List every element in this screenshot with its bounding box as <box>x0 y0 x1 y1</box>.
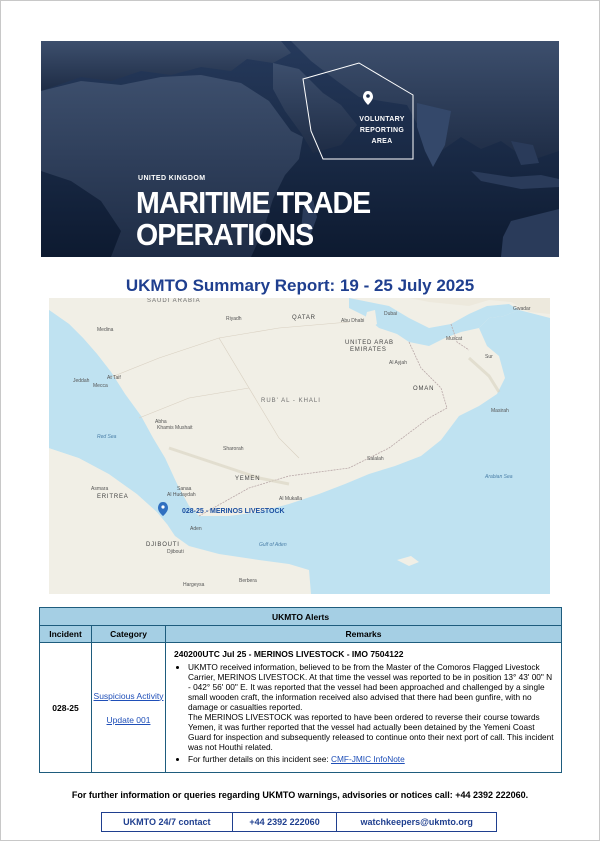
map-label-rub-al-khali: RUB' AL - KHALI <box>261 398 321 404</box>
map-label-gwadar: Gwadar <box>513 306 531 312</box>
map-label-asmara: Asmara <box>91 486 109 492</box>
map-label-oman: OMAN <box>413 386 435 392</box>
map-label-jeddah: Jeddah <box>73 378 90 384</box>
map-label-gulf-of-aden: Gulf of Aden <box>259 542 287 548</box>
map-label-at-taif: At Taif <box>107 375 121 381</box>
map-label-arabian-sea: Arabian Sea <box>485 474 513 480</box>
map-label-medina: Medina <box>97 327 114 333</box>
map-label-muscat: Muscat <box>446 336 463 342</box>
map-label-masirah: Masirah <box>491 408 509 414</box>
map-label-aden: Aden <box>190 526 202 532</box>
col-header-incident: Incident <box>40 626 92 643</box>
map-label-riyadh: Riyadh <box>226 316 242 322</box>
contact-bar <box>101 812 497 832</box>
contact-label: UKMTO 24/7 contact <box>102 813 233 831</box>
list-item <box>188 662 555 752</box>
map-label-al-hudaydah: Al Hudaydah <box>167 492 196 498</box>
map-label-al-mukalla: Al Mukalla <box>279 496 303 502</box>
map-label-yemen: YEMEN <box>235 476 261 482</box>
col-header-remarks: Remarks <box>166 626 562 643</box>
incident-number: 028-25 <box>40 643 92 773</box>
map-label-uae2: EMIRATES <box>350 347 387 353</box>
map-label-abu-dhabi: Abu Dhabi <box>341 318 365 324</box>
further-details-text: For further details on this incident see: <box>188 754 331 764</box>
map-label-qatar: QATAR <box>292 315 316 321</box>
contact-email[interactable]: watchkeepers@ukmto.org <box>360 817 473 827</box>
col-header-category: Category <box>92 626 166 643</box>
org-title: MARITIME TRADE OPERATIONS <box>136 185 371 252</box>
remarks-cell <box>166 643 562 773</box>
map-label-berbera: Berbera <box>239 578 257 584</box>
map-label-djibouti-city: Djibouti <box>167 549 184 555</box>
map-label-abha: Abha <box>155 419 167 425</box>
remarks-paragraph-1: UKMTO received information, believed to be from the Master of the Comoros Flagged Livestock Carrier, MERINOS LIVESTOCK. At that time the vessel was reported to be in position 13° 43' 00" N - 042° 56' 00" E. It was reported that the vessel had been approached and challenged by a single small wooden craft, the information received also advised that there had been gunfire, with no damage or casualties reported. <box>188 662 553 712</box>
remarks-paragraph-2: The MERINOS LIVESTOCK was reported to have been ordered to reverse their course towards Yemen, it was further reported that the vessel had actually been detained by the Yemeni Coast Guard for inspection and subsequently released to continue onto their next port of call. This incident was not Houthi related. <box>188 712 554 752</box>
list-item <box>188 754 555 764</box>
update-link[interactable]: Update 001 <box>106 714 151 725</box>
incident-map-label: 028-25 - MERINOS LIVESTOCK <box>182 508 285 515</box>
map-label-djibouti: DJIBOUTI <box>146 542 180 548</box>
suspicious-activity-link[interactable]: Suspicious Activity <box>93 690 164 701</box>
alerts-table <box>39 607 562 773</box>
map-label-sur: Sur <box>485 354 493 360</box>
map-label-dubai: Dubai <box>384 311 398 317</box>
map-label-sharurah: Sharorah <box>223 446 244 452</box>
map-label-saudi-arabia: SAUDI ARABIA <box>147 298 201 304</box>
map-label-mecca: Mecca <box>93 383 108 389</box>
map-label-sanaa: Sanaa <box>177 486 192 492</box>
table-row <box>40 643 562 773</box>
map-label-eritrea: ERITREA <box>97 494 129 500</box>
map-label-al-ayjah: Al Ayjah <box>389 360 407 366</box>
infonote-link[interactable]: CMF-JMIC InfoNote <box>330 754 405 764</box>
alerts-caption: UKMTO Alerts <box>40 608 562 626</box>
map-label-uae: UNITED ARAB <box>345 340 394 346</box>
category-cell <box>92 643 166 773</box>
remarks-heading: 240200UTC Jul 25 - MERINOS LIVESTOCK - IMO 7504122 <box>174 649 404 659</box>
remarks-list <box>174 662 555 764</box>
map-label-salalah: Salalah <box>367 456 384 462</box>
map-label-khamis: Khamis Mushait <box>157 425 193 431</box>
map-label-hargeysa: Hargeysa <box>183 582 205 588</box>
map-terrain <box>49 298 550 594</box>
header-banner <box>41 41 559 257</box>
contact-phone[interactable]: +44 2392 222060 <box>233 813 338 831</box>
org-country: UNITED KINGDOM <box>138 175 206 182</box>
voluntary-reporting-area-label: VOLUNTARY REPORTING AREA <box>359 116 405 145</box>
incident-map <box>49 298 550 594</box>
report-title: UKMTO Summary Report: 19 - 25 July 2025 <box>125 276 475 295</box>
map-label-red-sea: Red Sea <box>97 434 117 440</box>
footer-note: For further information or queries regarding UKMTO warnings, advisories or notices call: +44 2392 222060. <box>71 790 529 800</box>
